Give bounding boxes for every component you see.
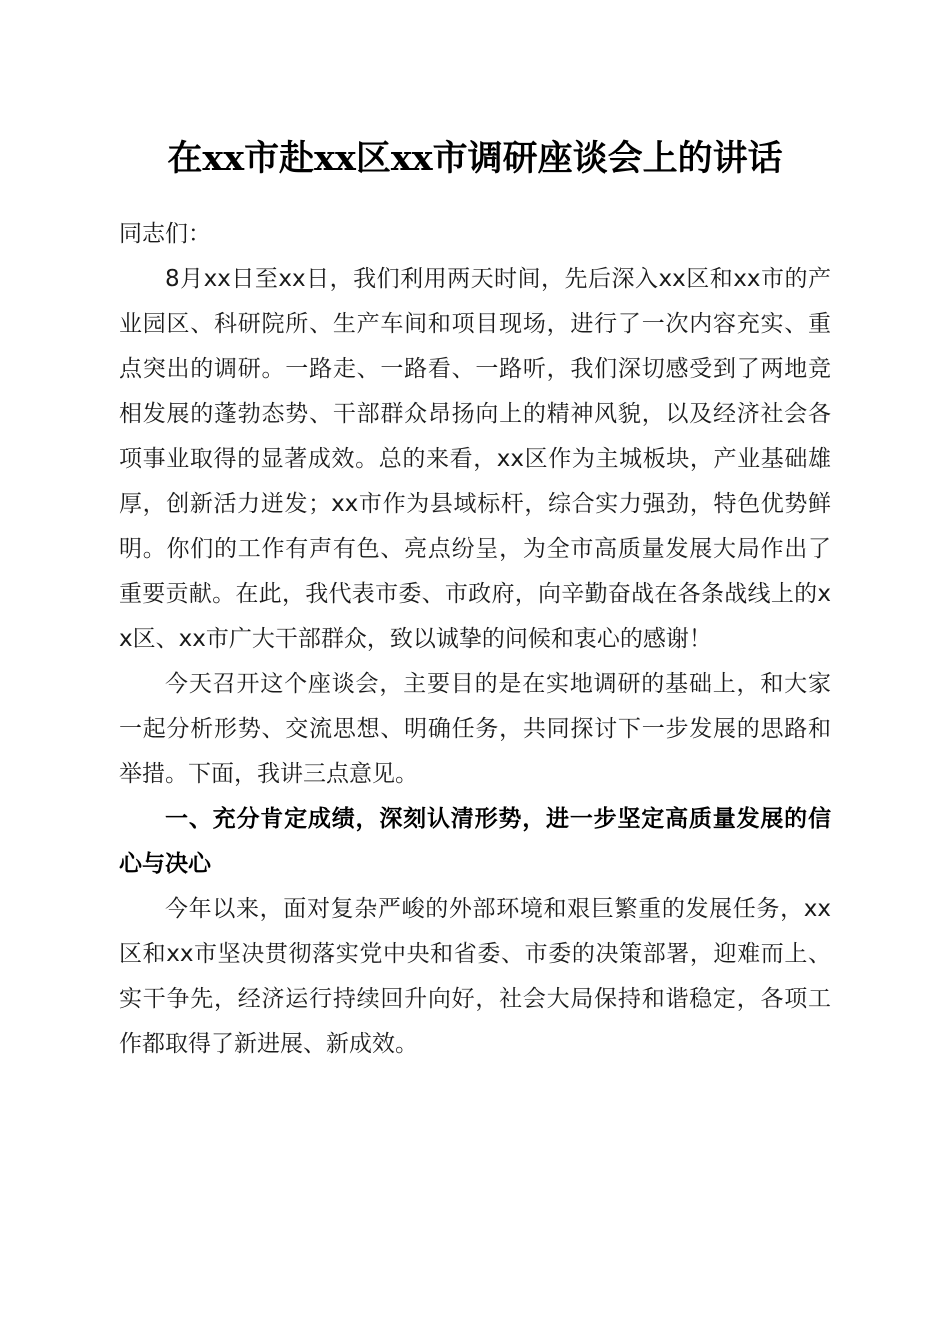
paragraph-intro: 8月xx日至xx日，我们利用两天时间，先后深入xx区和xx市的产业园区、科研院所、生产车间和项目现场，进行了一次内容充实、重点突出的调研。一路走、一路看、一路听，我们深切感受到了两地竞相发展的蓬勃态势、干部群众昂扬向上的精神风貌，以及经济社会各项事业取得的显著成效。总的来看，xx区作为主城板块，产业基础雄厚，创新活力迸发；xx市作为县域标杆，综合实力强劲，特色优势鲜明。你们的工作有声有色、亮点纷呈，为全市高质量发展大局作出了重要贡献。在此，我代表市委、市政府，向辛勤奋战在各条战线上的xx区、xx市广大干部群众，致以诚挚的问候和衷心的感谢！ (119, 266, 831, 652)
paragraph-purpose: 今天召开这个座谈会，主要目的是在实地调研的基础上，和大家一起分析形势、交流思想、明确任务，共同探讨下一步发展的思路和举措。下面，我讲三点意见。 (119, 671, 831, 787)
document-body (119, 212, 831, 1067)
document-title: 在xx市赴xx区xx市调研座谈会上的讲话 (167, 138, 783, 179)
salutation: 同志们： (119, 221, 211, 247)
section-heading-1: 一、充分肯定成绩，深刻认清形势，进一步坚定高质量发展的信心与决心 (119, 806, 831, 877)
section-1-paragraph: 今年以来，面对复杂严峻的外部环境和艰巨繁重的发展任务，xx区和xx市坚决贯彻落实党中央和省委、市委的决策部署，迎难而上、实干争先，经济运行持续回升向好，社会大局保持和谐稳定，各项工作都取得了新进展、新成效。 (119, 896, 831, 1057)
